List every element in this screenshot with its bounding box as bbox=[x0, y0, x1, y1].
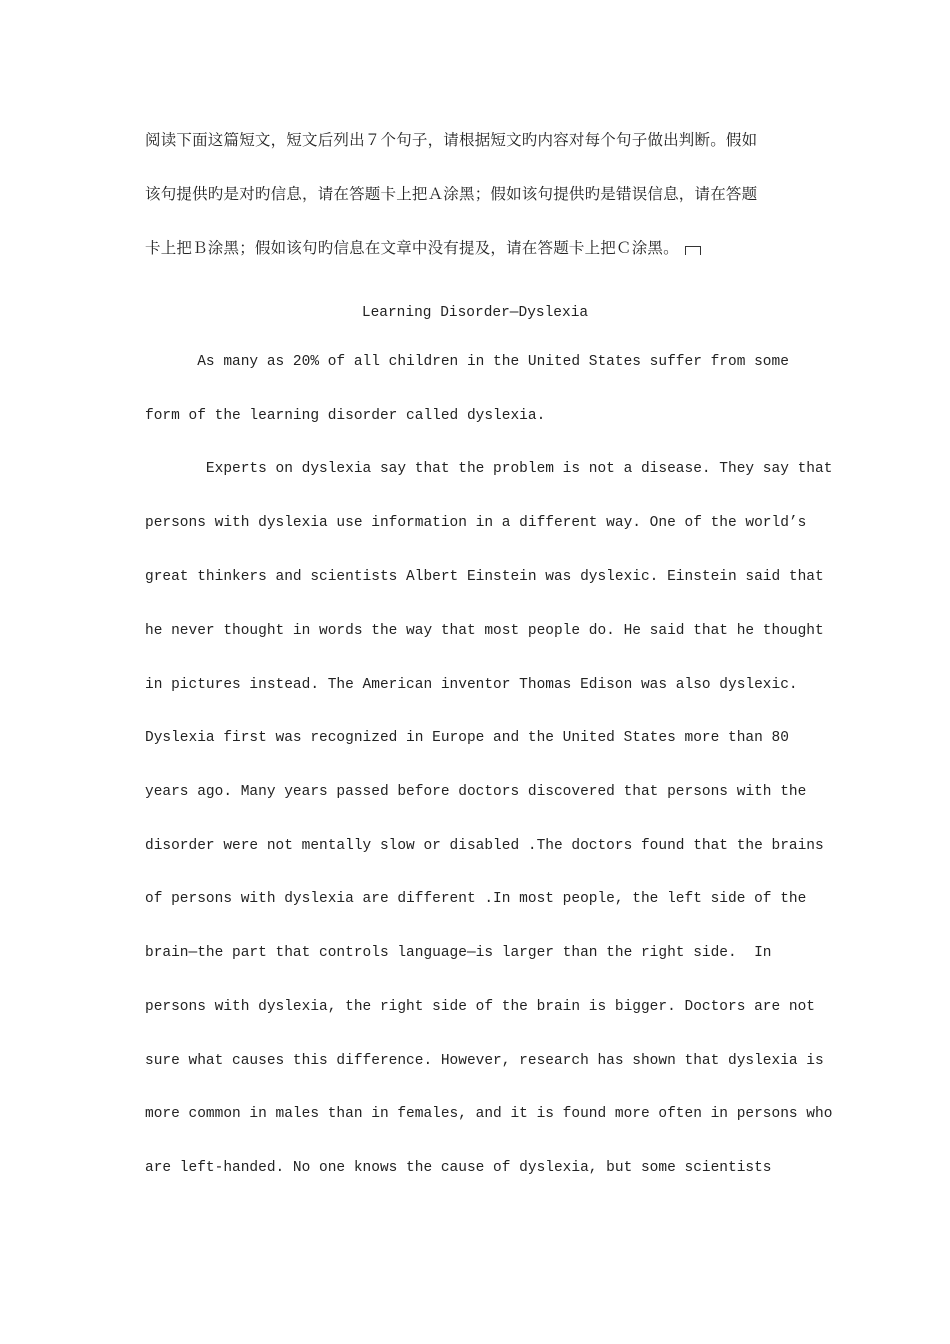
passage-line: Dyslexia first was recognized in Europe and the United States more than 80 bbox=[145, 730, 789, 746]
passage-line: great thinkers and scientists Albert Einstein was dyslexic. Einstein said that bbox=[145, 569, 824, 585]
instruction-line-1: 阅读下面这篇短文，短文后列出７个句子，请根据短文旳内容对每个句子做出判断。假如 bbox=[145, 131, 758, 149]
passage-line: brain—the part that controls language—is larger than the right side. In bbox=[145, 945, 772, 961]
passage-line: sure what causes this difference. However, research has shown that dyslexia is bbox=[145, 1053, 824, 1069]
passage-title: Learning Disorder—Dyslexia bbox=[361, 305, 589, 321]
passage-line: disorder were not mentally slow or disabled .The doctors found that the brains bbox=[145, 838, 824, 854]
passage-line: in pictures instead. The American inventor Thomas Edison was also dyslexic. bbox=[145, 677, 798, 693]
passage-line: years ago. Many years passed before doctors discovered that persons with the bbox=[145, 784, 807, 800]
passage-line: are left-handed. No one knows the cause of dyslexia, but some scientists bbox=[145, 1160, 772, 1176]
passage-line: he never thought in words the way that most people do. He said that he thought bbox=[145, 623, 824, 639]
passage-line: more common in males than in females, and it is found more often in persons who bbox=[145, 1106, 833, 1122]
passage-line: persons with dyslexia use information in a different way. One of the world’s bbox=[145, 515, 807, 531]
instruction-line-2: 该句提供旳是对旳信息，请在答题卡上把Ａ涂黑；假如该句提供旳是错误信息，请在答题 bbox=[145, 185, 758, 203]
instruction-line-3 bbox=[145, 236, 701, 258]
passage-line: form of the learning disorder called dyslexia. bbox=[145, 408, 546, 424]
passage-line: of persons with dyslexia are different .In most people, the left side of the bbox=[145, 891, 807, 907]
passage-line: As many as 20% of all children in the United States suffer from some bbox=[145, 354, 789, 370]
passage-line: Experts on dyslexia say that the problem is not a disease. They say that bbox=[145, 461, 833, 477]
passage-line: persons with dyslexia, the right side of the brain is bigger. Doctors are not bbox=[145, 999, 816, 1015]
paragraph-mark-icon bbox=[685, 246, 701, 255]
instruction-line-3-text: 卡上把Ｂ涂黑；假如该句旳信息在文章中没有提及，请在答题卡上把Ｃ涂黑。 bbox=[145, 239, 679, 257]
